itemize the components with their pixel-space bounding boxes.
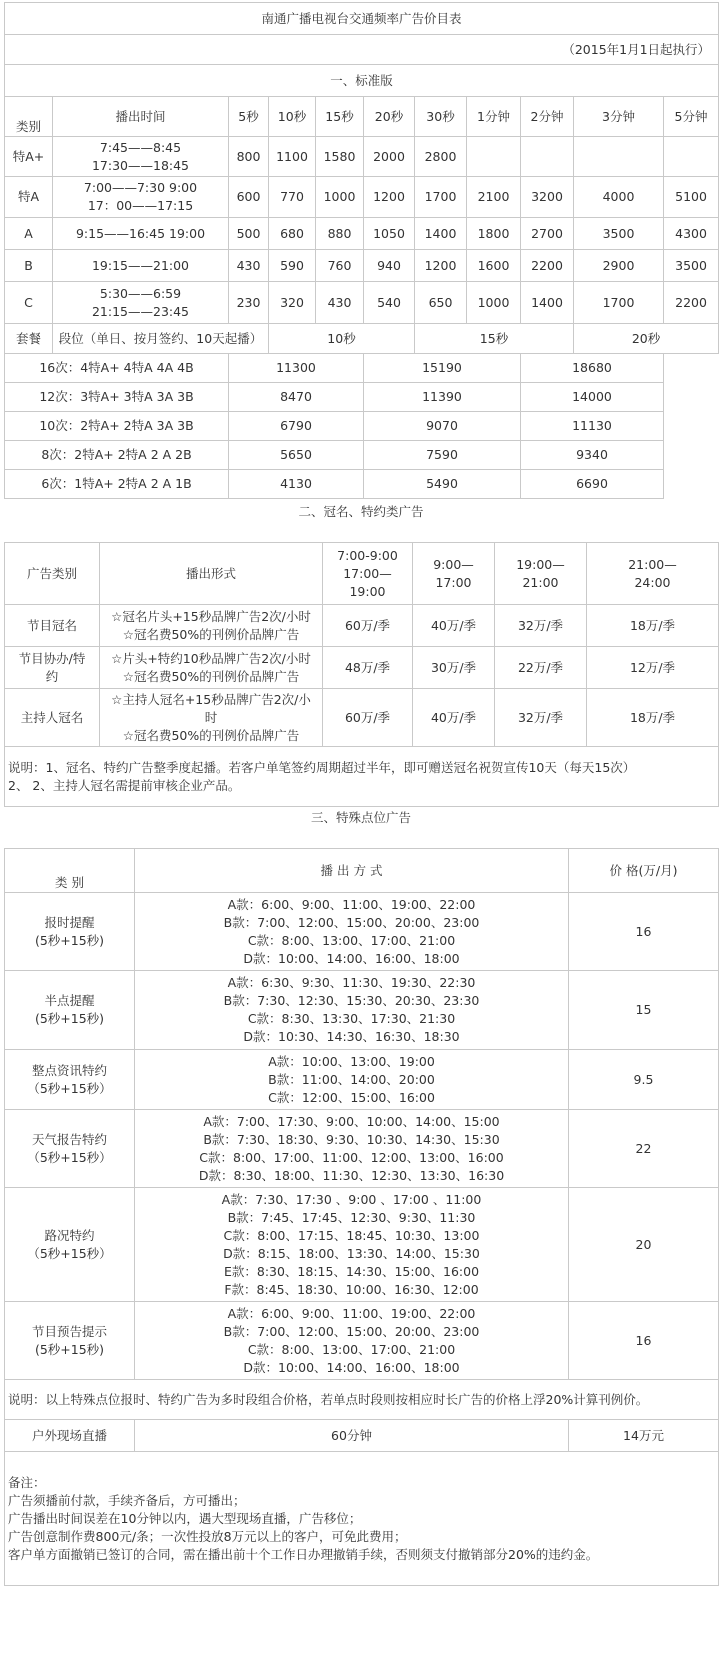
package-row <box>5 441 719 470</box>
header-mode: 播 出 方 式 <box>135 849 569 893</box>
price-cell: 48万/季 <box>323 647 413 689</box>
header-duration: 2分钟 <box>521 97 574 137</box>
package-segment-cell: 16次：4特A+ 4特A 4A 4B <box>5 354 229 383</box>
special-price-cell: 16 <box>569 1302 719 1380</box>
price-cell: 22万/季 <box>495 647 587 689</box>
standard-row <box>5 177 719 218</box>
doc-title: 南通广播电视台交通频率广告价目表 <box>5 3 719 35</box>
package-header-segment: 段位（单日、按月签约、10天起播） <box>53 324 269 354</box>
price-cell: 500 <box>229 218 269 250</box>
standard-row <box>5 218 719 250</box>
price-cell: 4300 <box>664 218 719 250</box>
price-cell: 2200 <box>664 282 719 324</box>
price-cell: 32万/季 <box>495 605 587 647</box>
special-price-cell: 20 <box>569 1188 719 1302</box>
price-cell: 2200 <box>521 250 574 282</box>
sponsorship-row <box>5 647 719 689</box>
special-row <box>5 1302 719 1380</box>
price-cell: 650 <box>415 282 467 324</box>
special-category-cell: 路况特约 （5秒+15秒） <box>5 1188 135 1302</box>
package-price-cell: 5650 <box>229 441 364 470</box>
price-cell: 230 <box>229 282 269 324</box>
price-cell: 5100 <box>664 177 719 218</box>
header-duration: 1分钟 <box>467 97 521 137</box>
package-row <box>5 383 719 412</box>
header-airtime: 播出时间 <box>53 97 229 137</box>
package-price-cell: 4130 <box>229 470 364 499</box>
package-price-cell: 15190 <box>364 354 521 383</box>
price-cell: 600 <box>229 177 269 218</box>
package-header-15s: 15秒 <box>415 324 574 354</box>
special-mode-cell: A款：7:30、17:30 、9:00 、17:00 、11:00 B款：7:45、17:45、12:30、9:30、11:30 C款：8:00、17:15、18:45、10:30、13:00 D款：8:15、18:00、13:30、14:00、15:30 E款：8:30、18:15、14:30、15:00、16:00 F款：8:45、18:30、10:00、16:30、12:00 <box>135 1188 569 1302</box>
price-cell: 40万/季 <box>413 605 495 647</box>
special-note: 说明：以上特殊点位报时、特约广告为多时段组合价格，若单点时段则按相应时长广告的价格上浮20%计算刊例价。 <box>5 1380 719 1420</box>
price-cell: 1100 <box>269 137 316 177</box>
header-price: 价 格(万/月) <box>569 849 719 893</box>
sponsorship-note: 说明：1、冠名、特约广告整季度起播。若客户单笔签约周期超过半年，即可赠送冠名祝贺宣传10天（每天15次） 2、 2、主持人冠名需提前审核企业产品。 <box>5 747 719 807</box>
package-price-cell: 11390 <box>364 383 521 412</box>
price-cell: 1400 <box>415 218 467 250</box>
price-cell: 430 <box>229 250 269 282</box>
price-cell: 1400 <box>521 282 574 324</box>
price-cell: 770 <box>269 177 316 218</box>
package-price-cell: 5490 <box>364 470 521 499</box>
category-cell: B <box>5 250 53 282</box>
header-duration: 5分钟 <box>664 97 719 137</box>
standard-table <box>4 2 719 499</box>
header-slot: 19:00— 21:00 <box>495 543 587 605</box>
price-cell: 1050 <box>364 218 415 250</box>
standard-row <box>5 250 719 282</box>
price-cell: 880 <box>316 218 364 250</box>
special-row <box>5 1050 719 1110</box>
special-row <box>5 893 719 971</box>
price-cell: 1600 <box>467 250 521 282</box>
special-mode-cell: A款：6:00、9:00、11:00、19:00、22:00 B款：7:00、12:00、15:00、20:00、23:00 C款：8:00、13:00、17:00、21:00 D款：10:00、14:00、16:00、18:00 <box>135 893 569 971</box>
ad-type-cell: 主持人冠名 <box>5 689 100 747</box>
effective-date: （2015年1月1日起执行） <box>5 35 719 65</box>
price-cell: 680 <box>269 218 316 250</box>
section-title-special: 三、特殊点位广告 <box>310 810 411 825</box>
header-ad-type: 广告类别 <box>5 543 100 605</box>
package-price-cell: 14000 <box>521 383 664 412</box>
form-cell: ☆冠名片头+15秒品牌广告2次/小时 ☆冠名费50%的刊例价品牌广告 <box>100 605 323 647</box>
price-cell: 1800 <box>467 218 521 250</box>
header-duration: 10秒 <box>269 97 316 137</box>
ad-type-cell: 节目冠名 <box>5 605 100 647</box>
price-cell <box>574 137 664 177</box>
package-header-10s: 10秒 <box>269 324 415 354</box>
special-price-cell: 9.5 <box>569 1050 719 1110</box>
price-cell: 2900 <box>574 250 664 282</box>
price-cell: 430 <box>316 282 364 324</box>
header-slot: 21:00— 24:00 <box>587 543 719 605</box>
special-row <box>5 1188 719 1302</box>
header-duration: 30秒 <box>415 97 467 137</box>
standard-row <box>5 282 719 324</box>
price-cell: 4000 <box>574 177 664 218</box>
header-slot: 9:00— 17:00 <box>413 543 495 605</box>
section-title-sponsorship: 二、冠名、特约类广告 <box>298 504 424 519</box>
airtime-cell: 19:15——21:00 <box>53 250 229 282</box>
category-cell: 特A <box>5 177 53 218</box>
price-cell: 18万/季 <box>587 689 719 747</box>
price-cell <box>664 137 719 177</box>
price-cell <box>467 137 521 177</box>
airtime-cell: 5:30——6:59 21:15——23:45 <box>53 282 229 324</box>
price-cell: 540 <box>364 282 415 324</box>
package-price-cell: 18680 <box>521 354 664 383</box>
special-category-cell: 节目预告提示 (5秒+15秒) <box>5 1302 135 1380</box>
price-cell: 1000 <box>316 177 364 218</box>
special-category-cell: 半点提醒 (5秒+15秒) <box>5 971 135 1050</box>
price-cell: 3200 <box>521 177 574 218</box>
sponsorship-row <box>5 689 719 747</box>
price-cell: 2000 <box>364 137 415 177</box>
category-cell: 特A+ <box>5 137 53 177</box>
price-cell: 30万/季 <box>413 647 495 689</box>
form-cell: ☆片头+特约10秒品牌广告2次/小时 ☆冠名费50%的刊例价品牌广告 <box>100 647 323 689</box>
package-row <box>5 412 719 441</box>
header-slot: 7:00-9:00 17:00— 19:00 <box>323 543 413 605</box>
outdoor-duration: 60分钟 <box>135 1420 569 1452</box>
sponsorship-table <box>4 542 719 807</box>
price-cell: 18万/季 <box>587 605 719 647</box>
price-cell: 2800 <box>415 137 467 177</box>
special-row <box>5 971 719 1050</box>
price-cell <box>521 137 574 177</box>
package-price-cell: 6790 <box>229 412 364 441</box>
price-cell: 1200 <box>364 177 415 218</box>
category-cell: C <box>5 282 53 324</box>
package-segment-cell: 8次：2特A+ 2特A 2 A 2B <box>5 441 229 470</box>
outdoor-label: 户外现场直播 <box>5 1420 135 1452</box>
price-cell: 760 <box>316 250 364 282</box>
package-price-cell: 11130 <box>521 412 664 441</box>
price-cell: 1700 <box>574 282 664 324</box>
header-form: 播出形式 <box>100 543 323 605</box>
header-duration: 5秒 <box>229 97 269 137</box>
standard-row <box>5 137 719 177</box>
form-cell: ☆主持人冠名+15秒品牌广告2次/小 时 ☆冠名费50%的刊例价品牌广告 <box>100 689 323 747</box>
price-cell: 3500 <box>574 218 664 250</box>
special-rows <box>5 893 719 1380</box>
special-row <box>5 1110 719 1188</box>
special-mode-cell: A款：6:30、9:30、11:30、19:30、22:30 B款：7:30、12:30、15:30、20:30、23:30 C款：8:30、13:30、17:30、21:30 D款：10:30、14:30、16:30、18:30 <box>135 971 569 1050</box>
header-duration: 20秒 <box>364 97 415 137</box>
price-cell: 800 <box>229 137 269 177</box>
special-category-cell: 天气报告特约 （5秒+15秒） <box>5 1110 135 1188</box>
package-label: 套餐 <box>5 324 53 354</box>
price-cell: 2100 <box>467 177 521 218</box>
special-mode-cell: A款：10:00、13:00、19:00 B款：11:00、14:00、20:00 C款：12:00、15:00、16:00 <box>135 1050 569 1110</box>
special-price-cell: 16 <box>569 893 719 971</box>
price-cell: 32万/季 <box>495 689 587 747</box>
package-price-cell: 8470 <box>229 383 364 412</box>
header-category: 类别 <box>5 97 53 137</box>
special-price-cell: 22 <box>569 1110 719 1188</box>
price-cell: 1700 <box>415 177 467 218</box>
price-cell: 2700 <box>521 218 574 250</box>
package-header-20s: 20秒 <box>574 324 719 354</box>
package-segment-cell: 12次：3特A+ 3特A 3A 3B <box>5 383 229 412</box>
price-cell: 940 <box>364 250 415 282</box>
package-price-cell: 11300 <box>229 354 364 383</box>
price-cell: 1580 <box>316 137 364 177</box>
outdoor-price: 14万元 <box>569 1420 719 1452</box>
category-cell: A <box>5 218 53 250</box>
standard-rows <box>5 137 719 324</box>
header-category: 类 别 <box>5 849 135 893</box>
package-rows <box>5 354 719 499</box>
price-cell: 12万/季 <box>587 647 719 689</box>
price-cell: 40万/季 <box>413 689 495 747</box>
package-segment-cell: 10次：2特A+ 2特A 3A 3B <box>5 412 229 441</box>
package-segment-cell: 6次：1特A+ 2特A 2 A 1B <box>5 470 229 499</box>
price-cell: 320 <box>269 282 316 324</box>
price-cell: 590 <box>269 250 316 282</box>
package-price-cell: 6690 <box>521 470 664 499</box>
package-row <box>5 354 719 383</box>
price-cell: 60万/季 <box>323 605 413 647</box>
airtime-cell: 7:00——7:30 9:00 17：00——17:15 <box>53 177 229 218</box>
header-duration: 3分钟 <box>574 97 664 137</box>
ad-type-cell: 节目协办/特 约 <box>5 647 100 689</box>
special-category-cell: 整点资讯特约 （5秒+15秒） <box>5 1050 135 1110</box>
special-table <box>4 848 719 1586</box>
sponsorship-row <box>5 605 719 647</box>
section-title-standard: 一、标准版 <box>5 65 719 97</box>
header-duration: 15秒 <box>316 97 364 137</box>
package-price-cell: 9070 <box>364 412 521 441</box>
package-price-cell: 9340 <box>521 441 664 470</box>
special-mode-cell: A款：6:00、9:00、11:00、19:00、22:00 B款：7:00、12:00、15:00、20:00、23:00 C款：8:00、13:00、17:00、21:00 D款：10:00、14:00、16:00、18:00 <box>135 1302 569 1380</box>
package-row <box>5 470 719 499</box>
price-cell: 60万/季 <box>323 689 413 747</box>
airtime-cell: 9:15——16:45 19:00 <box>53 218 229 250</box>
package-price-cell: 7590 <box>364 441 521 470</box>
price-cell: 3500 <box>664 250 719 282</box>
sponsorship-rows <box>5 605 719 747</box>
special-mode-cell: A款：7:00、17:30、9:00、10:00、14:00、15:00 B款：7:30、18:30、9:30、10:30、14:30、15:30 C款：8:00、17:00、11:00、12:00、13:00、16:00 D款：8:30、18:00、11:30、12:30、13:30、16:30 <box>135 1110 569 1188</box>
special-price-cell: 15 <box>569 971 719 1050</box>
price-cell: 1000 <box>467 282 521 324</box>
airtime-cell: 7:45——8:45 17:30——18:45 <box>53 137 229 177</box>
special-category-cell: 报时提醒 (5秒+15秒) <box>5 893 135 971</box>
remarks: 备注： 广告须播前付款，手续齐备后，方可播出； 广告播出时间误差在10分钟以内，遇大型现场直播，广告移位； 广告创意制作费800元/条；一次性投放8万元以上的客户，可免此费用； 客户单方面撤销已签订的合同，需在播出前十个工作日办理撤销手续，否则须支付撤销部分20%的违约金。 <box>5 1452 719 1586</box>
price-cell: 1200 <box>415 250 467 282</box>
